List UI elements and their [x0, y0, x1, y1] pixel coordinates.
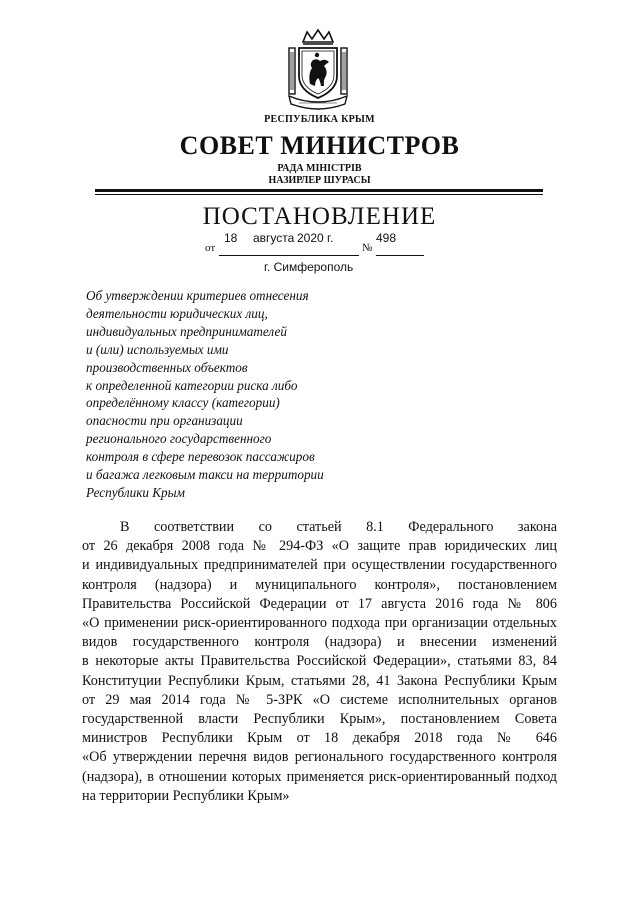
body-line: Правительства Российской Федерации от 17 августа 2016 года № 806	[82, 595, 557, 612]
title-line: Республики Крым	[86, 484, 185, 500]
council-title-ukrainian: РАДА МІНІСТРІВ	[277, 163, 362, 174]
body-line: на территории Республики Крым»	[82, 787, 290, 804]
title-line: деятельности юридических лиц,	[86, 305, 268, 321]
header-divider-thin	[95, 194, 543, 195]
city: г. Симферополь	[264, 260, 354, 274]
title-line: определённому классу (категории)	[86, 395, 280, 411]
date-day: 18	[224, 231, 238, 245]
date-number-line	[205, 230, 445, 262]
body-line: В соответствии со статьей 8.1 Федерального закона	[120, 519, 557, 535]
title-line: производственных объектов	[86, 359, 248, 375]
date-year: 2020 г.	[297, 231, 334, 245]
body-paragraph	[82, 518, 557, 806]
document-number: 498	[376, 231, 397, 245]
title-line: Об утверждении критериев отнесения	[86, 288, 309, 303]
body-line: государственной власти Республики Крым», постановлением Совета	[82, 711, 557, 728]
document-type: ПОСТАНОВЛЕНИЕ	[202, 203, 437, 230]
body-line: Конституции Республики Крым, статьями 28, 41 Закона Республики Крым	[82, 672, 557, 689]
number-prefix: №	[362, 242, 373, 254]
crimea-coat-of-arms-icon	[283, 28, 353, 110]
body-line: от 29 мая 2014 года № 5-ЗРК «О системе исполнительных органов	[82, 691, 557, 708]
document-title	[86, 287, 386, 502]
council-title: СОВЕТ МИНИСТРОВ	[179, 131, 460, 160]
title-line: контроля в сфере перевозок пассажиров	[86, 449, 315, 465]
title-line: регионального государственного	[86, 431, 272, 447]
date-underline	[219, 255, 359, 256]
body-line: в некоторые акты Правительства Российской Федерации», статьями 83, 84	[82, 653, 557, 670]
body-line: «Об утверждении перечня видов регионального государственного контроля	[82, 749, 557, 766]
body-line: (надзора), в отношении которых применяется риск-ориентированный подход	[82, 768, 557, 785]
body-line: министров Республики Крым от 18 декабря 2018 года № 646	[82, 730, 557, 747]
republic-name: РЕСПУБЛИКА КРЫМ	[264, 114, 375, 125]
body-line: видов государственного контроля (надзора) и внесении изменений	[82, 634, 557, 651]
body-line: от 26 декабря 2008 года № 294-ФЗ «О защите прав юридических лиц	[82, 538, 557, 555]
title-line: индивидуальных предпринимателей	[86, 323, 287, 339]
body-line: и индивидуальных предпринимателей при осуществлении государственного	[82, 557, 557, 574]
body-line: «О применении риск-ориентированного подхода при организации отдельных	[82, 615, 557, 632]
body-line: контроля (надзора) и муниципального контроля», постановлением	[82, 576, 557, 593]
council-title-crimean-tatar: НАЗИРЛЕР ШУРАСЫ	[268, 175, 371, 186]
header-divider-thick	[95, 189, 543, 192]
date-prefix: от	[205, 242, 216, 254]
title-line: и (или) используемых ими	[86, 341, 229, 357]
title-line: опасности при организации	[86, 413, 243, 429]
title-line: к определенной категории риска либо	[86, 377, 298, 393]
number-underline	[376, 255, 424, 256]
title-line: и багажа легковым такси на территории	[86, 467, 324, 483]
date-month: августа	[253, 231, 295, 245]
